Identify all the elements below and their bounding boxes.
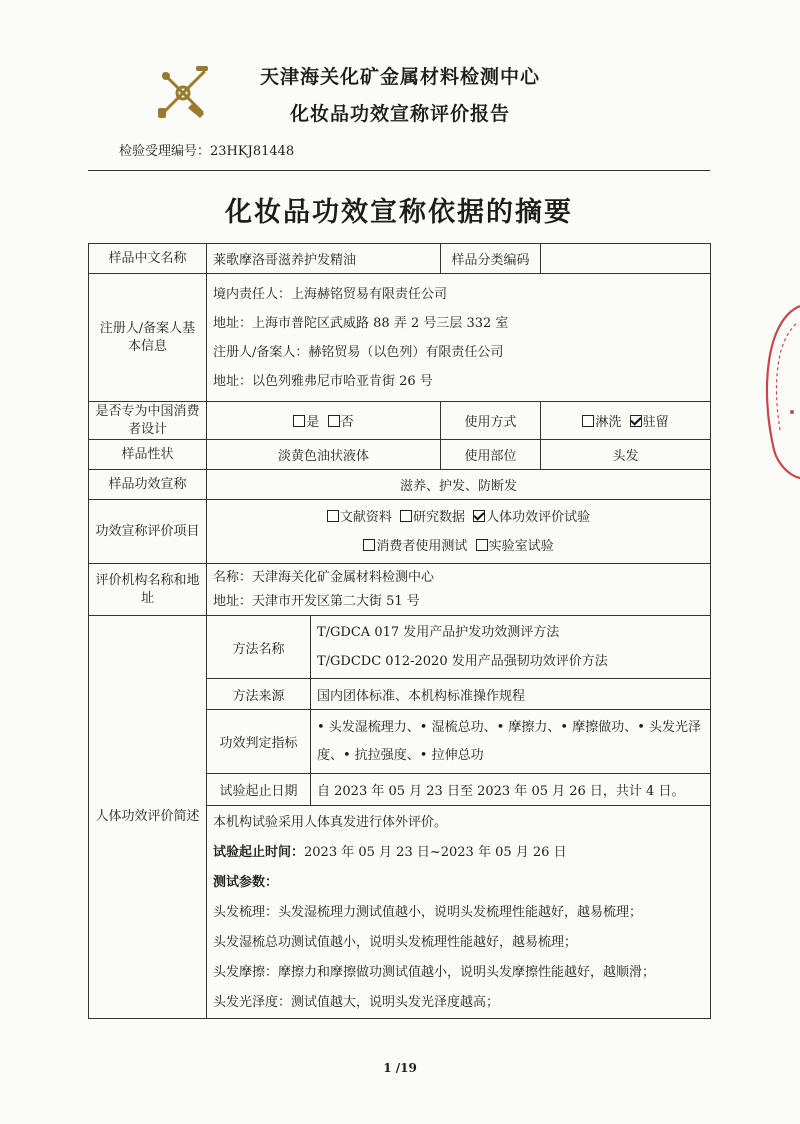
human-eval-label: 人体功效评价简述 (89, 616, 207, 1019)
eval-items-label: 功效宣称评价项目 (89, 500, 207, 564)
literature-checkbox[interactable] (327, 510, 339, 522)
param-line: 头发梳理：头发湿梳理力测试值越小，说明头发梳理性能越好，越易梳理； (213, 905, 643, 920)
method-name: T/GDCA 017 发用产品护发功效测评方法 (317, 625, 560, 640)
test-date-label: 试验起止日期 (207, 774, 311, 806)
research-data-checkbox[interactable] (400, 510, 412, 522)
method-source-label: 方法来源 (207, 679, 311, 710)
area-value: 头发 (541, 440, 711, 470)
sample-name-value: 莱歌摩洛哥滋养护发精油 (207, 244, 441, 274)
method-name-label: 方法名称 (207, 616, 311, 679)
registrant-info (207, 274, 711, 402)
sample-name-label: 样品中文名称 (89, 244, 207, 274)
summary-intro: 本机构试验采用人体真发进行体外评价。 (213, 815, 448, 830)
row-method-name (89, 616, 711, 679)
summary-time-row (213, 838, 704, 868)
row-registrant (89, 274, 711, 402)
registrant-label: 注册人/备案人基本信息 (89, 274, 207, 402)
consumer-test-checkbox[interactable] (363, 539, 375, 551)
acceptance-number: 23HKJ81448 (210, 144, 295, 159)
leave-on-label: 驻留 (642, 415, 669, 430)
indicator-label: 功效判定指标 (207, 710, 311, 774)
china-design-label: 是否专为中国消费者设计 (89, 402, 207, 440)
appearance-label: 样品性状 (89, 440, 207, 470)
param-line: 头发摩擦：摩擦力和摩擦做功测试值越小，说明头发摩擦性能越好，越顺滑； (213, 965, 656, 980)
category-code-label: 样品分类编码 (441, 244, 541, 274)
report-title: 化妆品功效宣称评价报告 (289, 103, 510, 125)
claim-value: 滋养、护发、防断发 (207, 470, 711, 500)
header-divider (88, 170, 710, 171)
test-date-value: 自 2023 年 05 月 23 日至 2023 年 05 月 26 日，共计 4 日。 (311, 774, 711, 806)
appearance-value: 淡黄色油状液体 (207, 440, 441, 470)
row-appearance (89, 440, 711, 470)
rinse-label: 淋洗 (595, 415, 622, 430)
eval-item-label: 实验室试验 (488, 538, 554, 554)
yes-checkbox[interactable] (293, 415, 305, 427)
registrant-line: 注册人/备案人：赫铭贸易（以色列）有限责任公司 (213, 344, 504, 360)
acceptance-number-row (119, 140, 294, 159)
usage-options (541, 402, 711, 440)
row-china-design (89, 402, 711, 440)
claim-label: 样品功效宣称 (89, 470, 207, 500)
registrant-line: 境内责任人：上海赫铭贸易有限责任公司 (213, 286, 448, 302)
human-trial-checkbox[interactable] (473, 510, 485, 522)
lab-test-checkbox[interactable] (476, 539, 488, 551)
official-seal (756, 300, 800, 480)
no-checkbox[interactable] (328, 415, 340, 427)
row-sample-name (89, 244, 711, 274)
summary-table (88, 243, 711, 1019)
row-institution (89, 564, 711, 616)
page-number: 1 /19 (383, 1061, 417, 1075)
yes-label: 是 (306, 415, 320, 430)
rinse-checkbox[interactable] (582, 415, 594, 427)
no-label: 否 (340, 415, 354, 430)
param-line: 头发湿梳总功测试值越小，说明头发梳理性能越好，越易梳理； (213, 935, 578, 950)
institution-name: 名称：天津海关化矿金属材料检测中心 (213, 569, 435, 585)
indicator-value: • 头发湿梳理力、• 湿梳总功、• 摩擦力、• 摩擦做功、• 头发光泽度、• 抗拉强度、• 拉伸总功 (311, 710, 711, 774)
summary-text (207, 806, 711, 1019)
summary-time-label: 试验起止时间： (213, 845, 305, 860)
usage-label: 使用方式 (441, 402, 541, 440)
org-name: 天津海关化矿金属材料检测中心 (259, 66, 540, 88)
method-name: T/GDCDC 012-2020 发用产品强韧功效评价方法 (317, 654, 608, 669)
params-label: 测试参数： (213, 875, 279, 890)
institution-label: 评价机构名称和地址 (89, 564, 207, 616)
customs-emblem-logo (152, 62, 214, 124)
method-names (311, 616, 711, 679)
method-source-value: 国内团体标准、本机构标准操作规程 (311, 679, 711, 710)
institution-info (207, 564, 711, 616)
eval-item-label: 文献资料 (339, 509, 392, 525)
area-label: 使用部位 (441, 440, 541, 470)
eval-item-label: 研究数据 (413, 509, 466, 525)
param-line: 头发光泽度：测试值越大，说明头发光泽度越高； (213, 995, 500, 1010)
institution-address: 地址：天津市开发区第二大街 51 号 (213, 593, 420, 609)
category-code-value (541, 244, 711, 274)
china-design-options (207, 402, 441, 440)
acceptance-label: 检验受理编号： (119, 144, 211, 159)
registrant-line: 地址：上海市普陀区武威路 88 弄 2 号三层 332 室 (213, 315, 509, 331)
row-eval-items (89, 500, 711, 564)
row-claim (89, 470, 711, 500)
eval-items-options (207, 500, 711, 564)
document-title: 化妆品功效宣称依据的摘要 (225, 197, 573, 228)
summary-time: 2023 年 05 月 23 日~2023 年 05 月 26 日 (304, 845, 567, 860)
eval-item-label: 消费者使用测试 (376, 538, 468, 554)
eval-item-label: 人体功效评价试验 (486, 509, 591, 525)
leave-on-checkbox[interactable] (630, 415, 642, 427)
registrant-line: 地址：以色列雅弗尼市哈亚肯街 26 号 (213, 373, 433, 389)
